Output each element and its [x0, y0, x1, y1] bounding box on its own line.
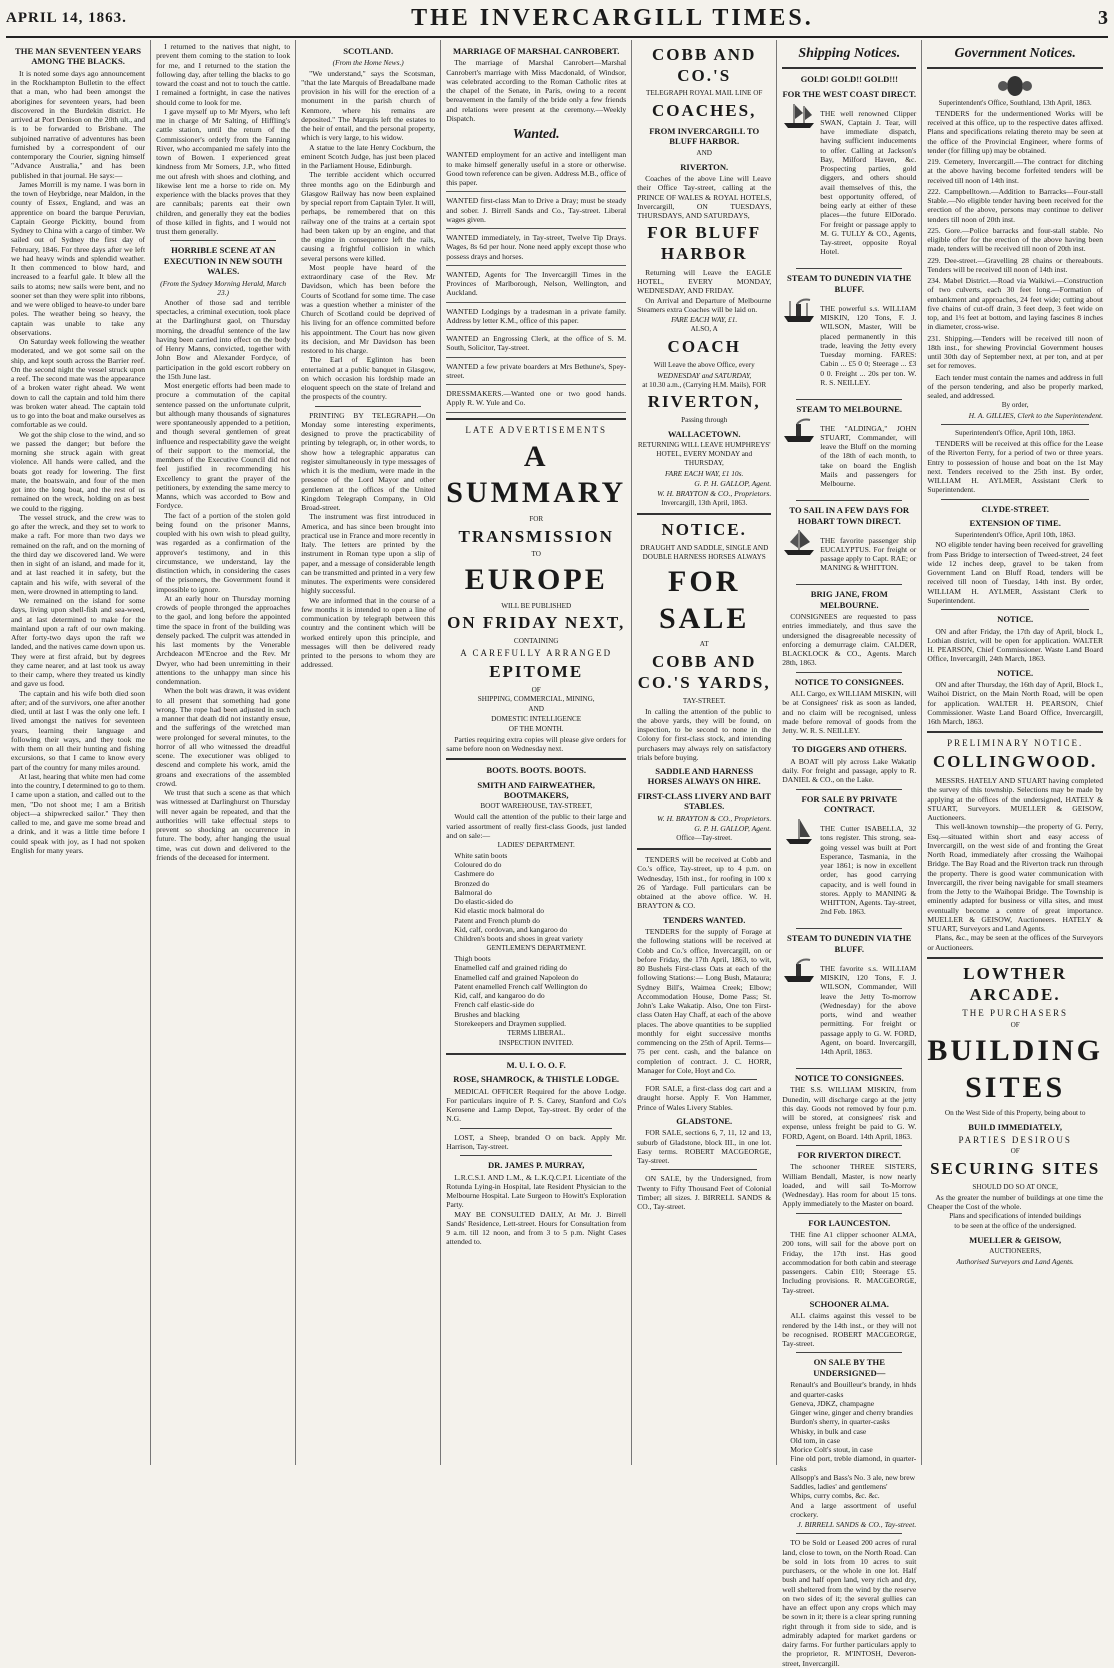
- wanted-ad: [446, 146, 626, 192]
- work-item: 225. Gore.—Police barracks and four-stall stable. No eligible offer for the erection of the above having been made, tenders will be received till noon of 20th inst.: [927, 225, 1104, 254]
- ad-line: at 10.30 a.m., (Carrying H.M. Mails), FOR: [642, 380, 767, 389]
- divider: [796, 268, 902, 269]
- paragraph: The fact of a portion of the stolen gold being found on the prisoner Manns, coupled with his own wish to plead guilty, was regarded as a confirmation of the approver's testimony, and in this circumstance, we understand, lay the distinction which, in considering the cases of the prisoners, the Government found it impossible to ignore.: [156, 510, 291, 594]
- ship-ad: [782, 956, 916, 1064]
- paragraph: MAY BE CONSULTED DAILY, At Mr. J. Birrell Sands' Residence, Lett-street. Hours for Consultation from 9 a.m. till 12 noon, and from 3 to 5 p.m. Night Cases attended to.: [446, 1209, 627, 1247]
- ad-text: WANTED Lodgings by a tradesman in a private family. Address by letter K.M., office of this paper.: [446, 306, 627, 325]
- dept-heading: GENTLEMEN'S DEPARTMENT.: [486, 944, 586, 953]
- ad-line: SECURING SITES: [930, 1159, 1101, 1179]
- divider: [927, 957, 1103, 959]
- summary-line: EUROPE: [464, 563, 608, 597]
- wanted-ad: [446, 385, 626, 413]
- ad-title: ON SALE BY THE UNDERSIGNED—: [813, 1357, 886, 1378]
- divider: [796, 739, 902, 740]
- paragraph: The Earl of Eglinton has been entertained at a public banquet in Glasgow, on which occasion his lordship made an eloquent speech on the state of Ireland and the prospects of the country.: [301, 355, 436, 402]
- signature: G. P. H. GALLOP, Agent.: [694, 824, 772, 834]
- summary-line: EPITOME: [489, 661, 584, 681]
- column-4: [441, 40, 632, 1465]
- list-item: Storekeepers and Draymen supplied.: [454, 1018, 566, 1028]
- paragraph: I gave myself up to Mr Myers, who left me in charge of Mr Salting, of Hiffling's cattle station, until the return of the Commissioner's orderly from the Fanning River, who accompanied me safely into the town of Bowen. I experienced great kindness from Mr Somers, J.P., who fitted me out afresh with shoes and clothing, and likewise lent me a horse to ride on. My experience with the blacks proves that they are cannibals; parents eat their own children, and generally they eat the bodies of those killed in fights, and I would not trust them generally.: [156, 106, 291, 236]
- work-item: 229. Dee-street.—Gravelling 28 chains or thereabouts. Tenders will be received till noon of 14th inst.: [927, 255, 1104, 274]
- paragraph: We trust that such a scene as that which was witnessed at Darlinghurst on Thursday will never again be repeated, and that the authorities will take effectual steps to prevent so shocking an occurrence in future. The body, after hanging the usual time, was cut down and delivered to the friends of the deceased for interment.: [156, 788, 291, 862]
- paragraph: THE S.S. WILLIAM MISKIN, from Dunedin, will discharge cargo at the jetty this day. Goods not removed by four p.m. will be stored, at consignees' risk and expense, unless freight be paid to G. W. FORD, Agent, on Board. 14th April, 1863.: [782, 1085, 917, 1141]
- paragraph: Parties requiring extra copies will please give orders for same before noon on Wednesday next.: [446, 734, 627, 753]
- ad-line: Authorised Surveyors and Land Agents.: [956, 1257, 1074, 1267]
- ad-line: FARE EACH WAY, £1.: [671, 315, 738, 325]
- paragraph: I returned to the natives that night, to prevent them coming to the station to look for me, and I returned to the station the following day, after telling the blacks to go toward the coast and not to touch the cattle. I remained a fortnight, in case the natives should come to look for me.: [156, 42, 291, 107]
- paragraph: Would call the attention of the public to their large and varied assortment of really first-class Goods, just landed and on sale:—: [446, 812, 627, 840]
- divider: [927, 67, 1103, 69]
- page-number: 3: [1098, 6, 1108, 29]
- doctor-title: DR. JAMES P. MURRAY,: [487, 1160, 585, 1171]
- paragraph: The captain and his wife both died soon after; and of the survivors, one after another died, until at last I was the only one left. I lived amongst the natives for seventeen years, learning their language and following their ways, and they took me with them on all their hunting and fishing excursions, so that I came to know every part of the country for many miles around.: [11, 688, 146, 772]
- ad-title: LOWTHER ARCADE.: [963, 963, 1068, 1004]
- list-item: Kid, calf, cordovan, and kangaroo do: [454, 924, 568, 934]
- ad-line: Office—Tay-street.: [676, 834, 733, 843]
- paragraph: In calling the attention of the public to the above yards, they will be found, on inspection, to be second to none in the Colony for first-class stock, and intending purchasers may always rely on satisfactory trials before buying.: [637, 706, 772, 762]
- inspection-line: INSPECTION INVITED.: [498, 1038, 574, 1047]
- divider: [637, 513, 771, 515]
- divider: [315, 406, 421, 407]
- wanted-ad: [446, 266, 626, 303]
- divider: [796, 1145, 902, 1146]
- divider: [796, 584, 902, 585]
- paragraph: We are informed that in the course of a few months it is intended to open a line of communication by telegraph between this country and the continent which will be worked entirely upon this principle, and messages will then be delivered ready printed to the persons to whom they are addressed.: [301, 595, 436, 670]
- royal-arms-icon: [995, 74, 1035, 98]
- ad-title: GLADSTONE.: [676, 1115, 733, 1126]
- ad-title: TENDERS WANTED.: [662, 914, 746, 925]
- divider: [941, 424, 1089, 425]
- ad-line: COBB AND CO.'S YARDS,: [637, 652, 771, 692]
- column-6: [777, 40, 922, 1668]
- story-source: (From the Home News.): [332, 58, 404, 68]
- paragraph: On Arrival and Departure of Melbourne Steamers extra Coaches will be laid on.: [637, 295, 772, 314]
- paragraph: At an early hour on Thursday morning crowds of people thronged the approaches to the gaol, and long before the appointed time the space in front of the building was densely packed. The culprit was attended in his last moments by the Venerable Archdeacon M'Encroe and the Rev. Mr Dwyer, who had been unremitting in their attentions to the unhappy man since his condemnation.: [156, 593, 291, 687]
- ad-line: WALLACETOWN.: [667, 428, 741, 439]
- ship-ad: [782, 101, 916, 264]
- ad-line: SHOULD DO SO AT ONCE,: [972, 1183, 1058, 1191]
- summary-heading: A SUMMARY: [446, 439, 627, 510]
- list-item: French calf elastic-side do: [454, 1000, 535, 1010]
- summary-line: AND: [528, 705, 544, 714]
- ad-line: WEDNESDAY and SATURDAY,: [657, 370, 752, 380]
- issue-date: APRIL 14, 1863.: [6, 9, 127, 26]
- paragraph: This well-known township—the property of G. Perry, Esq.—situated within short and easy access of Invercargill, on the west side of and fronting the Great North Road, immediately after crossing the Waihopai Bridge. The Bay Road and the Riverton track run through the property. There is good water communication with Invercargill, the river being navigable for small steamers from the Jetty to the Waihopai Bridge. The Township is eminently adapted for business or villa sites, and must eventually become a centre of great importance. MUELLER & GEISOW, Auctioneers. HATELY & STUART, Surveyors and Land Agents.: [927, 822, 1104, 934]
- ad-text: WANTED employment for an active and intelligent man to make himself generally useful in a store or otherwise. Good town reference can be given. Address M.B., office of this paper.: [446, 150, 627, 188]
- paragraph: Most people have heard of the extraordinary case of the Rev. Mr Davidson, which has been before the Courts of Scotland for some time. The case was a question whether a minister of the Church of Scotland could be deprived of his living for an offence committed before his appointment. The Court has now given its decision, and Mr Davidson has been restored to his charge.: [301, 262, 436, 356]
- steamship-icon: [782, 296, 816, 324]
- paragraph: A BOAT will ply across Lake Wakatip daily. For freight and passage, apply to R. DANIEL & CO., on the Lake.: [782, 756, 917, 785]
- steamship-icon: [782, 416, 816, 444]
- ad-title: GOLD! GOLD!! GOLD!!!: [800, 74, 898, 85]
- divider: [796, 1352, 902, 1353]
- divider: [651, 1169, 757, 1170]
- paragraph: The schooner THREE SISTERS, William Bendall, Master, is now nearly loaded, and will sail To-Morrow (Wednesday). Has room for about 15 tons. Apply immediately to the Master on board.: [782, 1162, 917, 1209]
- paragraph: ON SALE, by the Undersigned, from Twenty to Fifty Thousand Feet of Colonial Timber; all sizes. J. BIRRELL SANDS & CO., Tay-street.: [637, 1174, 772, 1212]
- ad-text: WANTED, Agents for The Invercargill Times in the Provinces of Marlborough, Nelson, Wellington, and Auckland.: [446, 269, 627, 298]
- wanted-ad: [446, 229, 626, 266]
- list-item: Children's boots and shoes in great variety: [454, 934, 583, 944]
- ad-line: TELEGRAPH ROYAL MAIL LINE OF: [645, 89, 763, 98]
- paragraph: At last, hearing that white men had come into the country, I determined to go to them. I came upon a station, and called out to the men, "Do not shoot me; I am a British object—a shipwrecked sailor." They then called to me, and gave me some bread and a drink, and it was a little time before I could speak with joy, as I had not spoken English for many years.: [11, 771, 146, 855]
- list-item: Do elastic-sided do: [454, 897, 513, 907]
- paragraph: FOR SALE, a first-class dog cart and a draught horse. Apply F. Von Hammer, Prince of Wales Livery Stables.: [637, 1084, 772, 1112]
- divider: [796, 672, 902, 673]
- work-item: 219. Cemetery, Invercargill.—The contract for ditching at the above having become forfeited tenders will be received till noon of 14th inst.: [927, 157, 1104, 185]
- summary-line: FOR: [529, 514, 544, 523]
- ad-line: FOR SALE: [659, 565, 750, 635]
- ad-firm: SMITH AND FAIRWEATHER, BOOTMAKERS,: [477, 779, 595, 800]
- ad-title: FOR LAUNCESTON.: [808, 1217, 891, 1228]
- paragraph: MEDICAL OFFICER Required for the above Lodge. For particulars inquire of P. S. Carey, Stanford and Co's Kerosene and Lamp Depot, Tay-street. By order of the N.G.: [446, 1086, 627, 1124]
- list-item: Kid, calf, and kangaroo do do: [454, 991, 545, 1001]
- list-item: Renault's and Bouilleur's brandy, in hhds and quarter-casks: [790, 1380, 917, 1399]
- office-line: Superintendent's Office, April 10th, 1863.: [954, 429, 1076, 438]
- ad-line: DRAUGHT AND SADDLE, SINGLE AND DOUBLE HARNESS HORSES ALWAYS: [640, 543, 769, 561]
- ad-line: to be seen at the office of the undersigned.: [954, 1222, 1077, 1231]
- lodge-title: M. U. I. O. O. F.: [506, 1059, 566, 1070]
- divider: [796, 789, 902, 790]
- ad-title: BRIG JANE, FROM MELBOURNE.: [810, 589, 888, 610]
- ad-line: Will Leave the above Office, every: [653, 360, 755, 369]
- ad-line: AUCTIONEERS,: [989, 1247, 1042, 1256]
- paragraph: Each tender must contain the names and address in full of the person tendering, and also be properly marked, sealed, and addressed.: [927, 372, 1104, 401]
- ad-title: SCHOONER ALMA.: [809, 1298, 889, 1309]
- paragraph: The vessel struck, and the crew was to go after the wreck, and they set to work to make a raft. For more than two days we remained on the raft, and on the morning of the third day we discovered land. We were then in sight of an island, and made for it, and at last reached it in safety, but the captain and his wife, with several of the men, were drowned in attempting to land.: [11, 512, 146, 596]
- summary-line: OF: [531, 685, 541, 694]
- ad-line: ALSO, A: [690, 325, 718, 334]
- item-list: [446, 954, 626, 1028]
- list-item: Brushes and blacking: [454, 1009, 520, 1019]
- list-item: Burdon's sherry, in quarter-casks: [790, 1417, 890, 1427]
- ad-line: FARE EACH WAY, £1 10s.: [665, 468, 744, 478]
- summary-line: TO: [531, 550, 541, 559]
- list-item: Ginger wine, ginger and cherry brandies: [790, 1408, 913, 1418]
- ship-icon: [782, 528, 816, 556]
- ad-line: PARTIES DESIROUS: [958, 1134, 1072, 1145]
- paragraph: James Morrill is my name. I was born in the town of Heybridge, near Maldon, in the county of Essex, England, and was an apprentice on board the barque Peruvian, Captain George Pickitty, bound from Sydney to China with a cargo of timber. We sailed out of Sydney the first day of February, 1846. For three days after we left we had heavy winds and splendid weather. It then commenced to blow hard, and increased to a fearful gale. It blew all the sails to atoms; new sails were bent, and no sooner set than they were split into ribbons, and we were obliged to heave-to under bare poles. The weather being so heavy, the captain was unable to take any observations.: [11, 179, 146, 337]
- paragraph: As the greater the number of buildings at one time the Cheaper the Cost of the whole.: [927, 1192, 1104, 1212]
- ad-line: FOR BLUFF HARBOR: [647, 223, 762, 264]
- ad-title: NOTICE.: [997, 614, 1034, 625]
- ad-title: CLYDE-STREET.: [981, 503, 1049, 514]
- divider: [637, 848, 771, 850]
- paragraph: We got the ship close to the wind, and so we passed the danger; but before the morning she struck again with great violence. All hands were called, and the boats got ready for lowering. The first mate, the boatswain, and four of the men got into the long boat, and the rest of us remained on the wreck, holding on as best we could to the rigging.: [11, 429, 146, 513]
- ship-ad: [782, 296, 916, 394]
- list-item: Saddles, ladies' and gentlemens': [790, 1482, 888, 1492]
- wanted-banner: Wanted.: [512, 127, 560, 143]
- divider: [446, 418, 626, 420]
- newspaper-title: THE INVERCARGILL TIMES.: [411, 4, 814, 31]
- paragraph: The marriage of Marshal Canrobert—Marshal Canrobert's marriage with Miss Macdonald, of Windsor, was celebrated according to the Roman Catholic rites at the chapel of the Senate, in Paris, owing to a recent bereavement in the family of the bride only a few friends and relations were present at the ceremony.—Weekly Dispatch.: [446, 58, 627, 123]
- masthead: [6, 0, 1108, 38]
- ad-line: BUILDING SITES: [927, 1034, 1104, 1104]
- paragraph: It is noted some days ago announcement in the Rockhampton Bulletin to the effect that a man, who had been amongst the aborigines for seventeen years, had been discovered in the Burdekin district. He arrived at Port Denison on the 20th ult., and is to be forwarded to Brisbane. The subjoined narrative of adventures has been furnished by a correspondent of our contemporary the Courier, signing himself "Advance Australia," and has been published in that journal. He says:—: [11, 68, 146, 180]
- ad-text: THE powerful s.s. WILLIAM MISKIN, 120 Tons, F. J. WILSON, Master, Will be placed permanently in this trade, leaving the Jetty every Tuesday morning. FARES: Cabin ... £5 0 0; Steerage ... £3 0 0. Freight ... 20s per ton. W. R. S. NEILLEY.: [820, 303, 917, 387]
- column-3: [296, 40, 441, 1465]
- paragraph: THE fine A1 clipper schooner ALMA, 200 tons, will sail for the above port on Friday, the 17th inst. Has good accommodation for both cabin and steerage passengers. Cabin £10; Steerage £5. Including provisions. R. MACGEORGE, Tay-street.: [782, 1230, 917, 1295]
- ad-title: EXTENSION OF TIME.: [969, 518, 1061, 529]
- story-title: HORRIBLE SCENE AT AN EXECUTION IN NEW SOUTH WALES.: [163, 245, 283, 277]
- paragraph: A statue to the late Henry Cockburn, the eminent Scotch Judge, has just been placed in the Parliament House, Edinburgh.: [301, 142, 436, 171]
- list-item: Patent and French plumb do: [454, 915, 540, 925]
- wanted-ad: [446, 330, 626, 358]
- ad-line: BUILD IMMEDIATELY,: [968, 1122, 1063, 1133]
- ad-title: TO DIGGERS AND OTHERS.: [792, 744, 907, 755]
- ad-line: OF: [1010, 1021, 1020, 1030]
- paragraph: NO eligible tender having been received for gravelling from Pass Bridge to intersection of Tweed-street, 24 feet wide 12 inches deep, gravel to be taken from Government Land on Bluff Road, tenders will be received till noon of Tuesday, 14th inst. By order, WILLIAM H. AYLMER, Assistant Clerk to Superintendent.: [927, 540, 1104, 605]
- signature: W. H. BRAYTON & CO., Proprietors.: [657, 813, 772, 823]
- ad-line: MUELLER & GEISOW,: [969, 1234, 1062, 1245]
- list-item: Whisky, in bulk and case: [790, 1426, 867, 1436]
- ad-text: WANTED first-class Man to Drive a Dray; must be steady and sober. J. Birrell Sands and Co., Tay-street. Liberal wages given.: [446, 196, 627, 224]
- paragraph: TENDERS for the supply of Forage at the following stations will be received at Cobb and Co.'s office, Invercargill, on or before Friday, the 17th April, 1863, to wit, 80 Bushels First-class Oats at each of the following Stations:— Long Bush, Mataura; Sydney Bill's, Waimea Creek; Elbow; Accommodation House, Dome Pass; St. John's Lake Wakatip. Also, One ton First-class Oaten Hay Chaff, at each of the above places. The above quantities to be supplied monthly for eight successive months commencing on the 25th of April. Terms—75 per cent. cash, and the balance on completion of contract. J. C. HORR, Manager for Cole, Hoyt and Co.: [637, 927, 772, 1075]
- paragraph: ALL Cargo, ex WILLIAM MISKIN, will be at Consignees' risk as soon as landed, and no claim will be recognised, unless made before removal of goods from the Jetty. W. R. S. NEILLEY.: [782, 689, 917, 736]
- paragraph: CONSIGNEES are requested to pass entries immediately, and thus save the undersigned the disagreeable necessity of enforcing a demurrage claim. CALDER, BLACKLOCK & CO., Agents. March 28th, 1863.: [782, 612, 917, 668]
- wanted-ad: [446, 192, 626, 229]
- work-item: 231. Shipping.—Tenders will be received till noon of 18th inst., for shewing Provincial Government houses until 30th day of September next, at per ton, and at per set for removes.: [927, 333, 1104, 371]
- divider: [796, 1068, 902, 1069]
- summary-line: A CAREFULLY ARRANGED: [460, 647, 613, 658]
- ad-title: TO SAIL IN A FEW DAYS FOR HOBART TOWN DIRECT.: [789, 505, 910, 526]
- list-item: Bronzed do: [454, 878, 490, 888]
- ad-line: AT: [699, 640, 709, 649]
- story-title: THE MAN SEVENTEEN YEARS AMONG THE BLACKS.: [15, 46, 142, 67]
- list-item: Balmoral do: [454, 887, 492, 897]
- terms-line: TERMS LIBERAL.: [507, 1029, 566, 1038]
- signature: W. H. BRAYTON & CO., Proprietors.: [657, 488, 772, 498]
- paragraph: Plans, &c., may be seen at the offices of the Surveyors or Auctioneers.: [927, 933, 1104, 952]
- paragraph: TO be Sold or Leased 200 acres of rural land, close to town, on the North Road. Can be sold in lots from 10 acres to suit purchasers, or the whole in one lot. Half bush and half open land, very rich and dry, well sheltered from the wind by the reserve on two sides of it; the several gullies can have an effect upon any crops which may be sown in it; there is a clear spring running right through it from side to side, and is admirably adapted for market gardens or dairy farms. For further particulars apply to the proprietor, R. M'INTOSH, Deveron-street, Invercargill.: [782, 1538, 917, 1668]
- ad-line: BOOT WAREHOUSE, TAY-STREET,: [480, 802, 593, 811]
- ad-line: FIRST-CLASS LIVERY AND BAIT STABLES.: [637, 790, 771, 812]
- ad-line: COACH: [667, 337, 741, 356]
- paragraph: The terrible accident which occurred three months ago on the Edinburgh and Glasgow Railway has now been explained by special report from Captain Tyler. It will, perhaps, be remembered that on this railway one of the trains at a certain spot had been taken up by an engine, and that the engine in consequence left the rails, causing a frightful collision in which several persons were killed.: [301, 170, 436, 263]
- ad-line: AND: [696, 148, 712, 157]
- paragraph: Another of those sad and terrible spectacles, a criminal execution, took place at the Darlinghurst gaol, on Thursday morning, the dreadful sentence of the law having been carried into effect on the body of Henry Manns, convicted, together with John Bow and Alexander Fordyce, of participation in the gold escort robbery on the 15th June last.: [156, 297, 291, 381]
- office-line: Superintendent's Office, Southland, 13th April, 1863.: [938, 99, 1092, 108]
- ad-title: PRELIMINARY NOTICE.: [947, 738, 1084, 749]
- list-item: Allsopp's and Bass's No. 3 ale, new brew: [790, 1472, 916, 1482]
- paragraph: The instrument was first introduced in America, and has since been brought into practical use in France and more recently in Italy. The letters are printed by the instrument in Roman type upon a slip of paper, and a message of considerable length can be transmitted and printed in a very few minutes. The experiments were considered highly successful.: [301, 512, 436, 596]
- divider: [796, 1213, 902, 1214]
- ad-line: Plans and specifications of intended buildings: [949, 1212, 1082, 1221]
- ad-title: FOR RIVERTON DIRECT.: [797, 1149, 901, 1160]
- office-line: Superintendent's Office, April 10th, 1863.: [954, 530, 1076, 539]
- ad-line: COACHES,: [652, 101, 757, 121]
- work-item: 222. Campbelltown.—Addition to Barracks—Four-stall Stable.—No eligible tender having been received for the erection of the above, persons may continue to deliver tenders till noon of 20th inst.: [927, 186, 1104, 224]
- list-item: And a large assortment of useful crockery.: [790, 1500, 917, 1519]
- by-order: By order,: [1001, 401, 1029, 410]
- ad-text: WANTED immediately, in Tay-street, Twelve Tip Drays. Wages, 8s 6d per hour. None need apply except those who possess drays and horses.: [446, 233, 627, 261]
- signature: G. P. H. GALLOP, Agent.: [694, 478, 772, 488]
- dept-heading: LADIES' DEPARTMENT.: [497, 841, 575, 849]
- item-list: [782, 1380, 916, 1519]
- wanted-ad: [446, 358, 626, 386]
- paragraph: TENDERS for the undermentioned Works will be received at this office, up to the respective dates affixed. Plans and specifications relating thereto may be seen at the office of the Provincial Engineer, where forms of tender (for filling up) may be obtained.: [927, 108, 1104, 155]
- summary-line: ON FRIDAY NEXT,: [447, 613, 626, 633]
- divider: [170, 240, 276, 241]
- story-source: (From the Sydney Morning Herald, March 23.): [160, 278, 287, 297]
- ad-title: FOR SALE BY PRIVATE CONTRACT.: [801, 793, 898, 815]
- ad-text: THE favorite passenger ship EUCALYPTUS. For freight or passage apply to Capt. RAE; or MANING & WHITTON.: [820, 535, 917, 573]
- cutter-icon: [782, 817, 816, 845]
- column-7: [922, 40, 1108, 1465]
- ad-text: WANTED a few private boarders at Mrs Bethune's, Spey-street.: [446, 361, 627, 380]
- shipping-banner: Shipping Notices.: [798, 46, 901, 61]
- summary-line: CONTAINING: [513, 637, 559, 646]
- ad-line: On the West Side of this Property, being about to: [944, 1109, 1086, 1118]
- ad-title: NOTICE TO CONSIGNEES.: [794, 676, 904, 687]
- paragraph: FOR SALE, sections 6, 7, 11, 12 and 13, suburb of Gladstone, block III., in one lot. Easy terms. ROBERT MACGEORGE, Tay-street.: [637, 1128, 772, 1166]
- lodge-title: ROSE, SHAMROCK, & THISTLE LODGE.: [453, 1074, 620, 1085]
- ad-title: NOTICE.: [997, 667, 1034, 678]
- story-title: SCOTLAND.: [343, 46, 394, 56]
- list-item: Morice Colt's stout, in case: [790, 1445, 873, 1455]
- paragraph: ON and after Thursday, the 16th day of April, Block I., Waihoi District, on the Main North Road, will be open for application. WALTER H. PEARSON, Chief Commissioner. Waste Land Board Office, Invercargill, 16th March, 1863.: [927, 680, 1104, 727]
- ad-text: THE favorite s.s. WILLIAM MISKIN, 120 Tons, F. J. WILSON, Commander, Will leave the Jetty To-morrow (Wednesday) for the above ports, wind and weather permitting. For freight or passage apply to G. W. FORD, Agent, on board. Invercargill, 14th April, 1863.: [820, 963, 917, 1057]
- paragraph: ALL claims against this vessel to be rendered by the 14th inst., or they will not be recognised. ROBERT MACGEORGE, Tay-street.: [782, 1311, 917, 1349]
- paragraph: L.R.C.S.I. AND L.M., & L.K.Q.C.P.I. Licentiate of the Rotunda Lying-in Hospital, late Resident Physician to the Melbourne Hospital. Late Surgeon to Howitt's Exploration Party.: [446, 1172, 627, 1210]
- divider: [941, 609, 1089, 610]
- list-item: Thigh boots: [454, 954, 491, 964]
- paragraph: ON and after Friday, the 17th day of April, block I., Lothian district, will be open for application. WALTER H. PEARSON, Chief Commissioner. Waste Land Board Office, Invercargill, 24th March, 1863.: [927, 626, 1104, 664]
- list-item: Geneva, JDKZ, champagne: [790, 1398, 875, 1408]
- ad-line: FROM INVERCARGILL TO BLUFF HARBOR.: [649, 125, 760, 147]
- wanted-ad: [446, 303, 626, 331]
- ad-title: STEAM TO DUNEDIN VIA THE BLUFF.: [787, 933, 912, 954]
- government-banner: Government Notices.: [954, 46, 1076, 61]
- ad-title: COLLINGWOOD.: [933, 752, 1098, 772]
- paragraph: Returning will Leave the EAGLE HOTEL, EVERY MONDAY, WEDNESDAY, AND FRIDAY.: [637, 267, 772, 296]
- divider: [796, 928, 902, 929]
- list-item: Kid elastic mock balmoral do: [454, 906, 545, 916]
- paragraph: Coaches of the above Line will Leave their Office Tay-street, calling at the PRINCE OF WALES & ROYAL HOTELS, Invercargill, ON TUESDAYS, THURSDAYS, AND SATURDAYS,: [637, 174, 772, 221]
- ad-text: THE Cutter ISABELLA, 32 tons register. This strong, sea-going vessel was built at Port Esperance, Tasmania, in the year 1861; is now in excellent order, has good carrying capacity, and is well found in stores. Apply to MANING & WHITTON, Agents. Tay-street, 2nd Feb. 1863.: [820, 824, 917, 917]
- ship-ad: [782, 416, 916, 496]
- notice-title: NOTICE.: [661, 519, 747, 539]
- summary-line: SHIPPING, COMMERCIAL, MINING,: [477, 695, 595, 704]
- notice-title: MARRIAGE OF MARSHAL CANROBERT.: [453, 46, 620, 56]
- ad-line: THE PURCHASERS: [962, 1008, 1069, 1019]
- paragraph: LOST, a Sheep, branded O on back. Apply Mr. Harrison, Tay-street.: [446, 1132, 627, 1151]
- paragraph: MESSRS. HATELY AND STUART having completed the survey of this township. Selections may be made by applying at the offices of the undersigned, HATELY & STUART, Surveyors. MUELLER & GEISOW, Auctioneers.: [927, 776, 1104, 823]
- work-item: 234. Mabel District.—Road via Waikiwi.—Construction of two culverts, each 30 feet long.—Formation of embankment and approaches, 24 feet wide; cutting about five chains of cut-off drain, 3 feet deep, 3 feet wide on top, and 1½ feet at bottom, and laying fascines 8 inches in diameter, cross-wise.: [927, 276, 1104, 332]
- divider: [796, 399, 902, 400]
- list-item: Enamelled calf and grained Napoleon do: [454, 972, 579, 982]
- date-line: Invercargill, 13th April, 1863.: [661, 499, 748, 508]
- ad-text: THE well renowned Clipper SWAN, Captain J. Tear, will have immediate dispatch, having sufficient inducements to offer. Calling at Jackson's Bay, Milford Haven, &c. Prospecting parties, gold diggers, and others should avail themselves of this, the best opportunity offered, of being early at either of these places—the future ElDorado. For freight or passage apply to M. G. TULLY & CO., Agents, Tay-street, opposite Royal Hotel.: [820, 108, 917, 257]
- divider: [446, 758, 626, 760]
- ad-line: TAY-STREET.: [682, 696, 726, 705]
- divider: [782, 67, 916, 69]
- signature: J. BIRRELL SANDS & CO., Tay-street.: [797, 1520, 917, 1530]
- summary-line: DOMESTIC INTELLIGENCE: [491, 714, 582, 723]
- divider: [941, 499, 1089, 500]
- paragraph: "We understand," says the Scotsman, "that the late Marquis of Breadalbane made provision in his will for the erection of a monument in the parish church of Kenmore, where his remains are deposited." The Marquis left the estates to the heir of entail, and the personal property, which is very large, to his widow.: [301, 68, 436, 143]
- ad-text: WANTED an Engrossing Clerk, at the office of S. M. South, Solicitor, Tay-street.: [446, 334, 627, 353]
- ad-title: STEAM TO DUNEDIN VIA THE BLUFF.: [787, 273, 912, 294]
- late-ads-heading: LATE ADVERTISEMENTS: [465, 424, 608, 435]
- divider: [927, 731, 1103, 733]
- ad-text: DRESSMAKERS.—Wanted one or two good hands. Apply R. W. Yule and Co.: [446, 389, 627, 408]
- paragraph: We remained on the island for some days, living upon shell-fish and sea-weed, and at last determined to make for the mainland upon a raft of our own making. After forty-two days upon the raft we landed, and the natives came down upon us. They were at first afraid, but by degrees they came nearer, and at last took us away to their camp, where they treated us kindly and gave us food.: [11, 596, 146, 689]
- divider: [460, 1128, 612, 1129]
- paragraph: When the bolt was drawn, it was evident to all present that something had gone wrong. The rope had been adjusted in such a manner that death did not instantly ensue, and the sufferings of the wretched man were prolonged for several minutes, to the horror of all who witnessed the dreadful scene. The executioner was obliged to descend and complete his work, amid the groans and execrations of the assembled crowd.: [156, 686, 291, 788]
- ad-line: SADDLE AND HARNESS HORSES ALWAYS ON HIRE.: [647, 766, 761, 787]
- ship-ad: [782, 817, 916, 925]
- paragraph: PRINTING BY TELEGRAPH.—On Monday some interesting experiments, designed to prove the practicability of printing by telegraph, or, in other words, to show how a telegraphic apparatus can register simultaneously in type messages of which it is the medium, were made in the presence of the Lord Mayor and other gentlemen at the offices of the United Kingdom Telegraph Company, in Old Broad-street.: [301, 410, 436, 513]
- ad-line: Passing through: [681, 416, 728, 425]
- divider: [446, 1053, 626, 1055]
- list-item: Patent enamelled French calf Wellington do: [454, 981, 588, 991]
- item-list: [446, 851, 626, 944]
- divider: [796, 500, 902, 501]
- list-item: Old tom, in case: [790, 1435, 841, 1445]
- list-item: Cashmere do: [454, 869, 495, 879]
- summary-line: WILL BE PUBLISHED: [501, 601, 572, 610]
- divider: [460, 1155, 612, 1156]
- column-2: [151, 40, 296, 1465]
- signature: H. A. GILLIES, Clerk to the Superintendent.: [968, 411, 1104, 421]
- divider: [651, 1079, 757, 1080]
- ad-title: BOOTS. BOOTS. BOOTS.: [486, 765, 586, 776]
- list-item: Coloured do do: [454, 860, 502, 870]
- ad-text: THE "ALDINGA," JOHN STUART, Commander, will leave the Bluff on the morning of the 18th of each month, to take on board the English Mails and passengers for Melbourne.: [820, 423, 917, 489]
- summary-line: TRANSMISSION: [458, 526, 614, 546]
- ad-line: RIVERTON,: [647, 392, 761, 412]
- columns: [6, 40, 1108, 1668]
- ad-title: COBB AND CO.'S: [652, 45, 757, 85]
- summary-line: OF THE MONTH.: [508, 724, 564, 733]
- ad-line: RIVERTON.: [680, 161, 729, 172]
- list-item: Whips, curry combs, &c. &c.: [790, 1491, 880, 1501]
- paragraph: TENDERS will be received at this office for the Lease of the Riverton Ferry, for a period of two or three years. Entry to possession of house and boat on the 1st May next. Tenders received to the 25th inst. By order, WILLIAM H. AYLMER, Assistant Clerk to Superintendent.: [927, 439, 1104, 495]
- list-item: White satin boots: [454, 850, 508, 860]
- ad-title: STEAM TO MELBOURNE.: [796, 403, 902, 414]
- paragraph: TENDERS will be received at Cobb and Co.'s office, Tay-street, up to 4 p.m. on Wednesday, 15th inst., for roofing in 100 x 26 of Yardage. Full particulars can be obtained at the above office. W. H. BRAYTON & CO.: [637, 855, 772, 911]
- ad-title: NOTICE TO CONSIGNEES.: [794, 1072, 904, 1083]
- ad-line: RETURNING WILL LEAVE HUMPHREYS' HOTEL, EVERY MONDAY and THURSDAY,: [637, 441, 771, 467]
- list-item: Fine old port, treble diamond, in quarter-casks: [790, 1454, 917, 1473]
- ship-icon: [782, 101, 816, 129]
- list-item: Enamelled calf and grained riding do: [454, 963, 568, 973]
- column-1: [6, 40, 151, 1465]
- divider: [796, 1533, 902, 1534]
- ship-ad: [782, 528, 916, 580]
- ad-title: FOR THE WEST COAST DIRECT.: [782, 88, 917, 99]
- paragraph: On Saturday week following the weather moderated, and we got some sail on the ship, and kept south across the Barrier reef. On the second night the vessel struck upon a reef. The second mate was the appearance of a broken water right ahead. We went down to call the captain and told him there was broken water ahead. The captain told us to go into the boat and make ourselves as comfortable as we could.: [11, 337, 146, 430]
- column-5: [632, 40, 777, 1465]
- ad-line: OF: [1010, 1147, 1020, 1156]
- steamship-icon: [782, 956, 816, 984]
- paragraph: Most energetic efforts had been made to procure a commutation of the capital sentence passed on the unfortunate culprit, but although many thousands of signatures were spontaneously appended to a petition, and though several gentlemen of great influence and respectability gave the weight of their support to the memorial, the members of the Executive Council did not feel justified in recommending his Excellency to grant the prayer of the petitioners, by extending the same mercy to Manns, which was accorded to Bow and Fordyce.: [156, 381, 291, 511]
